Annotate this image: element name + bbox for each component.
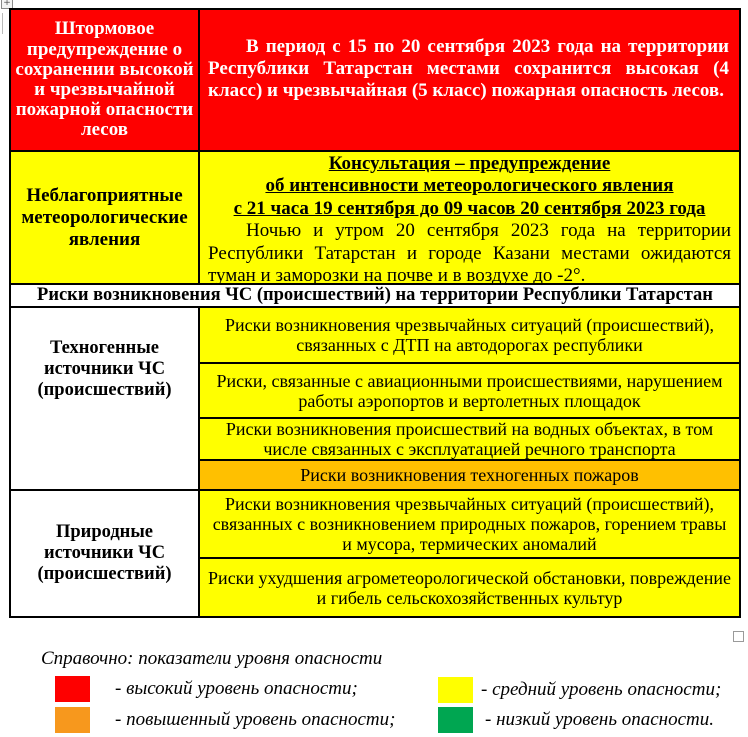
natural-risks (200, 491, 739, 616)
legend-item-low (438, 707, 714, 733)
legend-label-low: - низкий уровень опасности. (485, 709, 715, 730)
meteo-label-cell[interactable]: Неблагоприятные метеорологические явления (11, 152, 200, 283)
technogenic-risks (200, 308, 739, 489)
risk-road-accidents[interactable]: Риски возникновения чрезвычайных ситуаций (происшествий), связанных с ДТП на автодорогах республики (200, 308, 739, 364)
storm-warning-label-cell[interactable]: Штормовое предупреждение о сохранении высокой и чрезвычайной пожарной опасности лесов (11, 10, 200, 150)
margin-artifact (2, 13, 3, 34)
meteo-heading-line: с 21 часа 19 сентября до 09 часов 20 сентября 2023 года (233, 197, 706, 219)
legend-item-high (55, 676, 358, 702)
legend-label-high: - высокий уровень опасности; (115, 678, 358, 699)
legend-item-medium (438, 677, 721, 703)
legend-item-elevated (55, 707, 395, 733)
risk-agrometeorological[interactable]: Риски ухудшения агрометеорологической обстановки, повреждение и гибель сельскохозяйственных культур (200, 559, 739, 616)
risk-water-objects[interactable]: Риски возникновения происшествий на водных объектах, в том числе связанных с эксплуатацией речного транспорта (200, 419, 739, 461)
meteo-body-text: Ночью и утром 20 сентября 2023 года на территории Республики Татарстан и городе Казани местами ожидаются туман и заморозки на почве и в воздухе до -2°. (208, 220, 731, 287)
risk-technogenic-fires[interactable]: Риски возникновения техногенных пожаров (200, 461, 739, 489)
storm-warning-text-cell[interactable]: В период с 15 по 20 сентября 2023 года на территории Республики Татарстан местами сохранится высокая (4 класс) и чрезвычайная (5 класс) пожарная опасность лесов. (200, 10, 739, 150)
table-move-handle-icon[interactable]: + (1, 0, 13, 9)
orange-swatch-icon (55, 707, 90, 733)
legend (0, 645, 748, 737)
legend-title: Справочно: показатели уровня опасности (41, 648, 383, 669)
natural-label-cell[interactable]: Природные источники ЧС (происшествий) (11, 491, 200, 616)
hazard-table (9, 8, 741, 618)
risks-header-text[interactable]: Риски возникновения ЧС (происшествий) на территории Республики Татарстан (37, 285, 713, 305)
storm-warning-row (11, 10, 739, 152)
technogenic-section (11, 308, 739, 491)
meteo-row (11, 152, 739, 285)
red-swatch-icon (55, 676, 90, 702)
yellow-swatch-icon (438, 677, 473, 703)
technogenic-label-cell[interactable]: Техногенные источники ЧС (происшествий) (11, 308, 200, 489)
meteo-text-cell[interactable] (200, 152, 739, 287)
table-resize-handle[interactable] (733, 631, 744, 642)
legend-label-elevated: - повышенный уровень опасности; (115, 709, 396, 730)
risk-aviation[interactable]: Риски, связанные с авиационными происшествиями, нарушением работы аэропортов и вертолетных площадок (200, 364, 739, 419)
risks-header-row (11, 285, 739, 308)
green-swatch-icon (438, 707, 473, 733)
meteo-heading-line: Консультация – предупреждение (328, 153, 611, 174)
meteo-heading-line: об интенсивности метеорологического явления (265, 175, 674, 197)
legend-label-medium: - средний уровень опасности; (481, 679, 722, 700)
natural-section (11, 491, 739, 616)
risk-natural-fires[interactable]: Риски возникновения чрезвычайных ситуаций (происшествий), связанных с возникновением природных пожаров, горением травы и мусора, термических аномалий (200, 491, 739, 559)
